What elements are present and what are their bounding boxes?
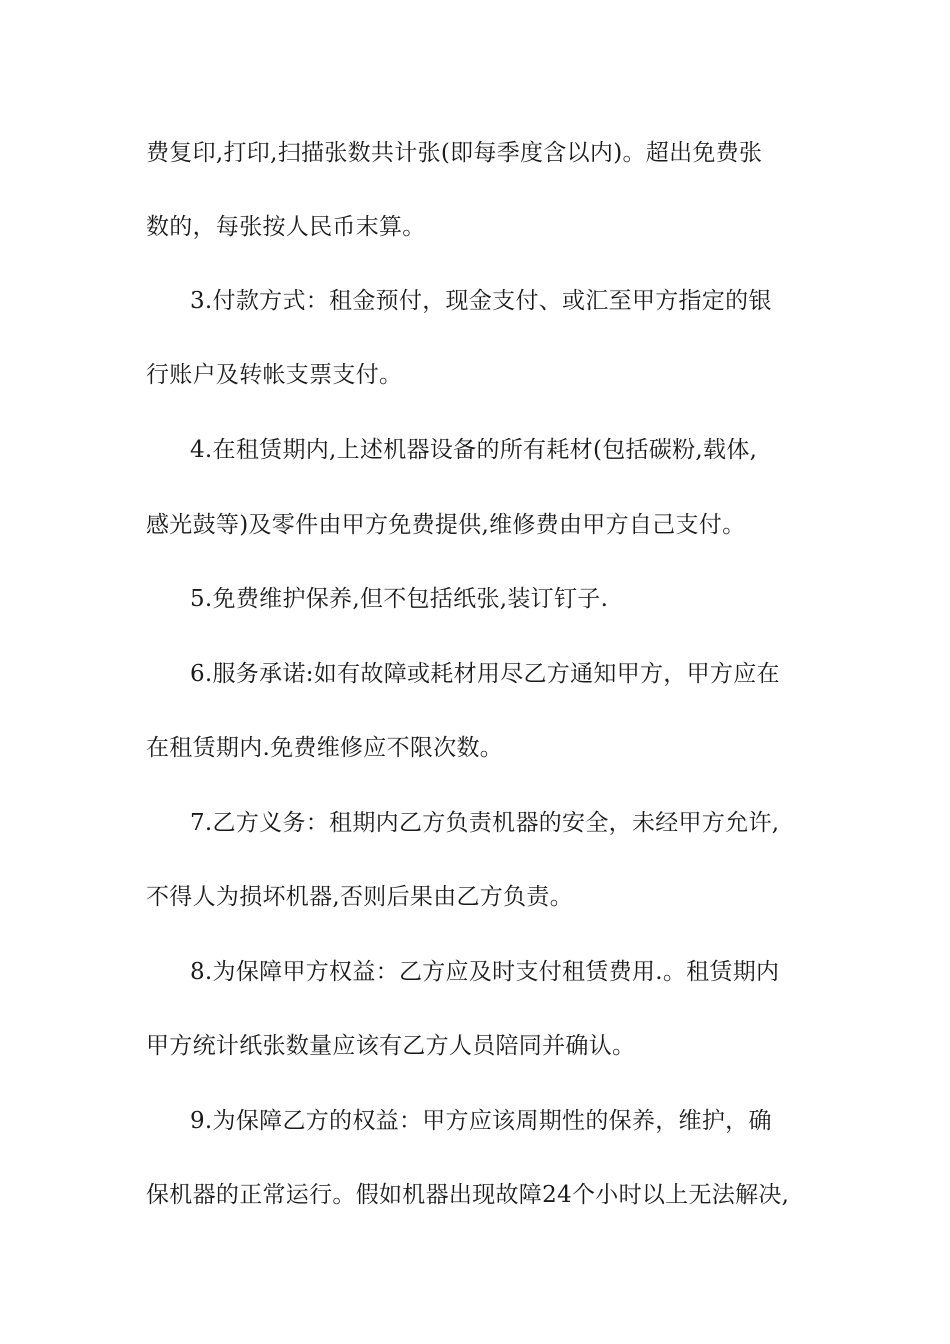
clause-8-line-1: 8.为保障甲方权益：乙方应及时支付租赁费用.。租赁期内	[190, 959, 780, 985]
clause-9-line-1: 9.为保障乙方的权益：甲方应该周期性的保养，维护，确	[190, 1108, 772, 1134]
clause-6-line-2: 在租赁期内.免费维修应不限次数。	[146, 735, 504, 761]
paragraph-2-line-2: 数的，每张按人民币末算。	[146, 214, 426, 240]
clause-4-line-1: 4.在租赁期内,上述机器设备的所有耗材(包括碳粉,载体,	[190, 437, 758, 463]
clause-6-line-1: 6.服务承诺:如有故障或耗材用尽乙方通知甲方，甲方应在	[190, 661, 780, 687]
clause-7-line-2: 不得人为损坏机器,否则后果由乙方负责。	[146, 884, 574, 910]
clause-8-line-2: 甲方统计纸张数量应该有乙方人员陪同并确认。	[146, 1033, 636, 1059]
clause-3-line-1: 3.付款方式：租金预付，现金支付、或汇至甲方指定的银	[190, 288, 772, 314]
clause-7-line-1: 7.乙方义务：租期内乙方负责机器的安全，未经甲方允许,	[190, 810, 780, 836]
clause-5-line-1: 5.免费维护保养,但不包括纸张,装订钉子.	[190, 586, 609, 612]
clause-4-line-2: 感光鼓等)及零件由甲方免费提供,维修费由甲方自己支付。	[146, 512, 746, 538]
clause-3-line-2: 行账户及转帐支票支付。	[146, 362, 403, 388]
clause-9-line-2: 保机器的正常运行。假如机器出现故障24个小时以上无法解决,	[146, 1182, 790, 1208]
paragraph-2-line-1: 费复印,打印,扫描张数共计张(即每季度含以内)。超出免费张	[146, 140, 763, 166]
